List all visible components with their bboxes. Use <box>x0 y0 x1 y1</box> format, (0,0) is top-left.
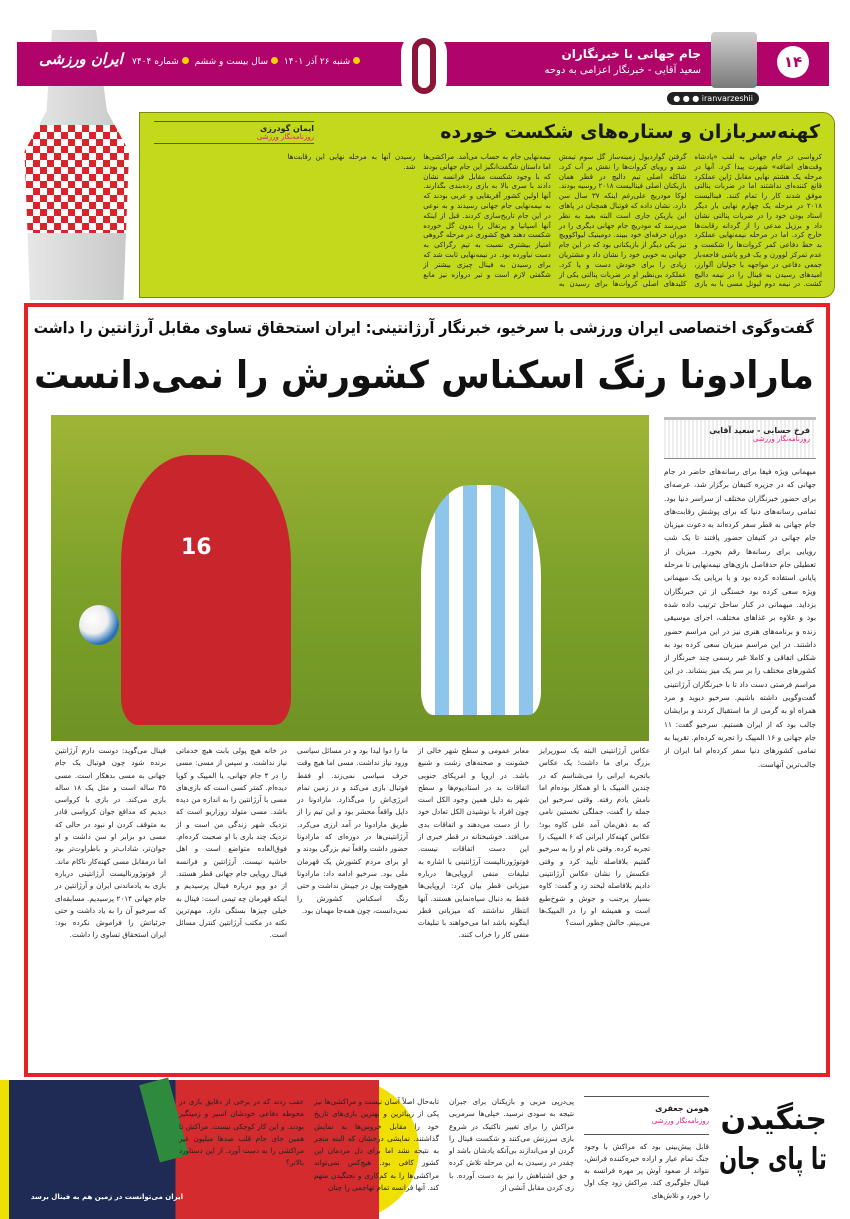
feature-box <box>140 112 836 298</box>
article-column: ما را دوا لیدا بود و در مسائل سیاسی ورود نیاز نداشت. مسی اما هیچ وقت حرف سیاسی نمی‌زند. او فقط فوتبال بازی می‌کند و در زمین تمام انرژی‌اش را می‌گذارد. مارادونا در دایل واقعاً محشر بود و این تیم را از طریق مارادونا در آمد ارزی می‌کرد. آرژانتینی‌ها در دوره‌ای که مارادونا حضور داشت واقعاً تیم بزرگی بودند و او برای مردم کشورش یک قهرمان ملی بود. سرخیو ادامه داد: مارادونا هیچ‌وقت پول در جیبش نداشت و حتی رنگ اسکناس کشورش را نمی‌دانست، چون همه‌جا مهمان بود. <box>298 746 409 915</box>
world-cup-logo <box>402 30 448 102</box>
article-column: عکاس آرژانتینی البته یک سورپرایز بزرگ برای ما داشت؛ یک عکاس باتجربه ایرانی را می‌شناسم که در چندین المپیک با او همکار بوده‌ام اما نامش یادم رفته. وقتی سرخیو این جمله را گفت، جملگی نخستین نامی که به ذهن‌مان آمد علی کاوه بود؛ عکاس کهنه‌کار ایرانی که ۶ المپیک را تجربه کرده. وقتی نام او را به سرخیو گفتیم بلافاصله تأیید کرد و وقتی عکسش را نشان عکاس آرژانتینی دادیم بلافاصله لبخند زد و گفت: کاوه بسیار پرجنب و جوش و شوخ‌طبع است و همیشه او را در المپیک‌ها می‌بینم. حالش چطور است؟ <box>540 746 651 928</box>
feature-title: کهنه‌سربازان و ستاره‌های شکست خورده <box>441 121 821 143</box>
iran-player: 16 <box>122 455 292 725</box>
reporter-avatar <box>712 32 758 88</box>
bottom-story-body <box>160 1096 710 1216</box>
argentina-player <box>422 485 542 715</box>
bottom-author-role: روزنامه‌نگار ورزشی <box>652 1117 710 1126</box>
social-handle: ● ● ● iranvarzeshii <box>668 92 760 105</box>
feature-column: خود را نشان داد و مشتریان زیادی را برای خودش دست و پا کرد. عملکرد بی‌نظیر او در ضربات پنالتی یکی از کلیدهای اصلی کروات‌ها برای رسیدن به نیمه‌نهایی جام به حساب می‌آمد. مراکشی‌ها اما داستان شگفت‌انگیز این جام جهانی بودند که با وجود شکست مقابل فرانسه نشان دادند با سری بالا به بازی رده‌بندی بگذارند. آنها اولین کشور آفریقایی و عربی بودند که به نیمه‌نهایی <box>424 153 688 289</box>
feature-body <box>153 153 823 293</box>
issue-meta: شنبه ۲۶ آذر ۱۴۰۱ سال بیست و ششم شماره ۷۴۰۴ <box>133 57 364 67</box>
football <box>80 605 120 645</box>
section-title: جام جهانی با خبرنگاران <box>562 47 702 61</box>
feature-column: کرواسی در جام جهانی به لقب «پادشاه وقت‌های اضافه» شهرت پیدا کرد. آنها در مرحله یک هشتم نهایی مقابل ژاپن عملکرد قانع کننده‌ای نداشتند اما در ضربات پنالتی موفق شدند کار را تمام کنند. فینالیست ۲۰۱۸ در مرحله یک چهارم نهایی بار دیگر <box>695 153 823 210</box>
bottom-column: تابه‌حال اصلاً آسان نیست و مراکشی‌ها نیز یکی از زیباترین و بهترین بازی‌های تاریخ خود را مقابل خروس‌ها به نمایش گذاشتند. نمایشی درخشان که البته منجر به نتیجه نشد اما برای دل مردمان این کشور کافی بود. هیچ‌کس نمی‌تواند مراکشی‌ها را به کم‌کاری و نجنگیدن متهم کند. آنها فرانسه تمام تهاجمی را چنان <box>315 1097 440 1193</box>
article-right-column: میهمانی ویژه فیفا برای رسانه‌های حاضر در جام جهانی که در جزیره کتیفان برگزار شد، عرصه‌ای برای حضور خبرنگاران مختلف از سراسر دنیا بود. تمامی رسانه‌های دنیا که برای پوشش رقابت‌های جام جهانی به قطر سفر کرده‌اند به دعوت میزبان جام جهانی در کتیفان حضور یافتند تا یک شب رویایی برای رسانه‌ها رقم بخورد. میزبان از تعطیلی جام حدفاصل بازی‌های نیمه‌نهایی تا مرحله پایانی استفاده کرده بود و با برپایی یک میهمانی ویژه سعی کرده بود خستگی از تن خبرنگاران بزداید. میهمانی در کنار ساحل ترتیب داده شده بود و علاوه بر غذاهای مختلف، اجرای موسیقی زنده و برنامه‌های هنری نیز در این مراسم حضور داشتند. در این مراسم میزبان سعی کرده بود به شکلی اتفاقی و کاملا غیر رسمی چند خبرنگار از کشورهای مختلف را بر سر یک میز بنشاند. در این مراسم فرصتی دست داد تا با خبرنگاران آرژانتینی گفت‌وگویی داشته باشیم. سرخیو دیوید و مرد همراه او به گرمی از ما استقبال کردند و برایشان جالب بود که از ایران هستیم. سرخیو گفت: ۱۱ جام جهانی و ۱۶ المپیک را تجربه کرده‌ام. تقریبا به تمامی کشورهای دنیا سفر کرده‌ام اما ایران از جالب‌ترین آنهاست. <box>665 467 817 769</box>
article-column: معابر عمومی و سطح شهر خالی از خشونت و صحنه‌های زشت و شنیع باشد. در اروپا و امریکای جنوبی اتفاقات بد در استادیوم‌ها و سطح شهر به دلیل همین وجود الکل است چون افراد با نوشیدن الکل تعادل خود را از دست می‌دهند و اتفاقات بدی می‌افتد. خوشبختانه در قطر خبری از این دست اتفاقات نیست. فوتوژورنالیست آرژانتینی با اشاره به تبلیغات منفی اروپایی‌ها درباره میزبانی قطر بیان کرد: اروپایی‌ها فقط به دنبال سیاه‌نمایی هستند. آنها انتظار نداشتند که میزبانی قطر اینگونه باشد اما می‌خواهند با تبلیغات منفی کار را خراب کنند. <box>419 746 530 940</box>
bullet-icon <box>272 57 279 64</box>
left-image-caption: ایران می‌توانست در زمین هم به فینال برسد <box>31 1193 184 1201</box>
feature-column: جام جهانی رسیدند و به نوعی در این جام تاریخ‌سازی کردند. قبل از اینکه آنها اسپانیا و پرتغال را بدون گل خورده شکست دهند هیچ کشوری در مرحله گروهی امتیاز بیشتری نسبت به تیم رگراکی به دست نیاورده بود. در نیمه‌نهایی ثابت شد که برای رسیدن به فینال چیزی بیشتر از شگفتی لازم است و تیر دروازه نیز مانع رسیدن آنها به مرحله نهایی این رقابت‌ها شد. <box>288 153 552 279</box>
interview-article <box>25 303 831 1077</box>
page-number: ۱۴ <box>778 46 810 78</box>
feature-author-role: روزنامه‌نگار ورزشی <box>257 133 315 141</box>
bottom-story-title: جنگیدن تا پای جان <box>720 1102 828 1177</box>
bullet-icon <box>354 57 361 64</box>
feature-author: ایمان گودرزی <box>260 124 315 133</box>
article-kicker: گفت‌وگوی اختصاصی ایران ورزشی با سرخیو، خبرنگار آرژانتینی: ایران استحقاق تساوی مقابل آرژانتین را داشت <box>35 318 815 337</box>
feature-byline <box>155 121 315 144</box>
bottom-column: پی‌درپی مربی و بازیکنان برای جبران نتیجه به سودی نرسید. خیلی‌ها سرمربی مراکش را برای تغییر تاکتیک در شروع بازی سرزنش می‌کنند و شکست فینال را گردن او می‌اندازند بی‌آنکه یادشان باشد او چقدر در رسیدن به این مرحله تلاش کرده و حق اشتباهش را نیز به دست آورده. با زی کردن مقابل آنشی از <box>450 1097 575 1193</box>
feature-column: استاد بودن خود را در ضربات پنالتی نشان داد و برزیل مدعی را از گردانه رقابت‌ها خارج کرد. اما در مرحله نیمه‌نهایی عملکرد بد خط دفاعی کمر کروات‌ها را شکست و عدم تمرکز لوورن و یک فرو پاشی فاجعه‌بار جمعی دفاعی در مواجهه با جولیان آلوارز، امیدهای رسیدن به فینال را در نیمه دالیچ کشت. در نیمه دوم لیونل مسی با به بازی گرفتن گواردیول زمینه‌ساز گل سوم تیمش شد و <box>559 153 823 289</box>
reporter-line: سعید آقایی - خبرنگار اعزامی به دوحه <box>545 65 702 76</box>
bottom-column: قابل پیش‌بینی بود که مراکش با وجود جنگ تمام عیار و اراده خیره‌کننده فرانش، نتواند از صعود آوش پر مهره فرانسه به فینال جلوگیری کند. مراکش زود چک اول را خورد و تلاش‌های <box>585 1141 710 1200</box>
bottom-column: عقب زدند که در برخی از دقایق بازی در محوطه دفاعی خودشان اسیر و زمینگیر بودند. و این کار کوچکی نیست. مراکش تا همین جای جام قلب صدها میلیون غیر مراکشی را به دست آورد. از این دستاورد بالاتر؟ <box>180 1097 305 1168</box>
article-columns <box>55 745 651 1067</box>
article-column: در خانه هیچ پولی بابت هیچ خدماتی نیاز نداشت. و سپس از مسی: مسی را در ۴ جام جهانی، یا المپیک و کوپا دیده‌ام. کمتر کسی است که بازی‌های مسی با آرژانتین را به اندازه من دیده باشد. مسی متولد روزاریو است که نزدیک شهر زندگی من است و از نزدیک چند باری با او صحبت کرده‌ام. فوق‌العاده متواضع است و اهل حاشیه نیست. آرژانتین و فرانسه فینال رویایی جام جهانی قطر هستند. از دو ویو درباره فینال پرسیدیم و اینکه قهرمان چه تیمی است: فینال به خیلی چیزها بستگی دارد. مهم‌ترین نکته در مکتب آرژانتین کنترل مسائل است. <box>177 746 288 940</box>
article-headline: مارادونا رنگ اسکناس کشورش را نمی‌دانست <box>35 353 815 397</box>
feature-column: رویای کروات‌ها را نقش بر آب کرد. شاکله اصلی تیم دالیچ در قطر همان بازیکنان اصلی فینالیست ۲۰۱۸ روسیه بودند. لوکا مودریچ علی‌رغم اینکه ۳۷ سال سن دارد، نشان داده که فوتبال همچنان در پاهای این بازیکن جاری است البته بعید به نظر می‌رسد که مودریچ جام جهانی دیگری را در دوران حرفه‌ای خود ببیند. دومینیک لیواکوویچ نیز یکی دیگر از بازیکنانی بود که در این جام جهانی به خوبی <box>559 162 688 259</box>
brand-logo: ایران ورزشی <box>40 50 124 68</box>
article-byline: فرخ حسابی - سعید آقایی روزنامه‌نگار ورزشی <box>665 417 817 459</box>
match-photo <box>52 415 650 741</box>
bottom-author: هومن جعفری <box>656 1104 710 1113</box>
bullet-icon <box>183 57 190 64</box>
article-column: فینال می‌گوید: دوست دارم آرژانتین برنده شود چون فوتبال یک جام جهانی به مسی بدهکار است. مسی ۳۵ ساله است و مثل یک ۱۸ ساله بازی می‌کند. در بازی با کرواسی دیدیم که مدافع جوان کرواسی قادر به متوقف کردن او نبود در حالی که مسی دو برابر او سن داشت و او جوان‌تر، شاداب‌تر و باطراوت‌تر بود اما درمقابل مسی کهنه‌کار ناکام ماند. از فوتوژورنالیست آرژانتینی درباره بازی به یادماندنی ایران و آرژانتین در جام جهانی ۲۰۱۴ پرسیدیم. مسابقه‌ای که سرخیو آن را به یاد داشت و حتی جزئیاتش را فراموش نکرده بود: ایران استحقاق تساوی را داشت. <box>56 746 167 940</box>
